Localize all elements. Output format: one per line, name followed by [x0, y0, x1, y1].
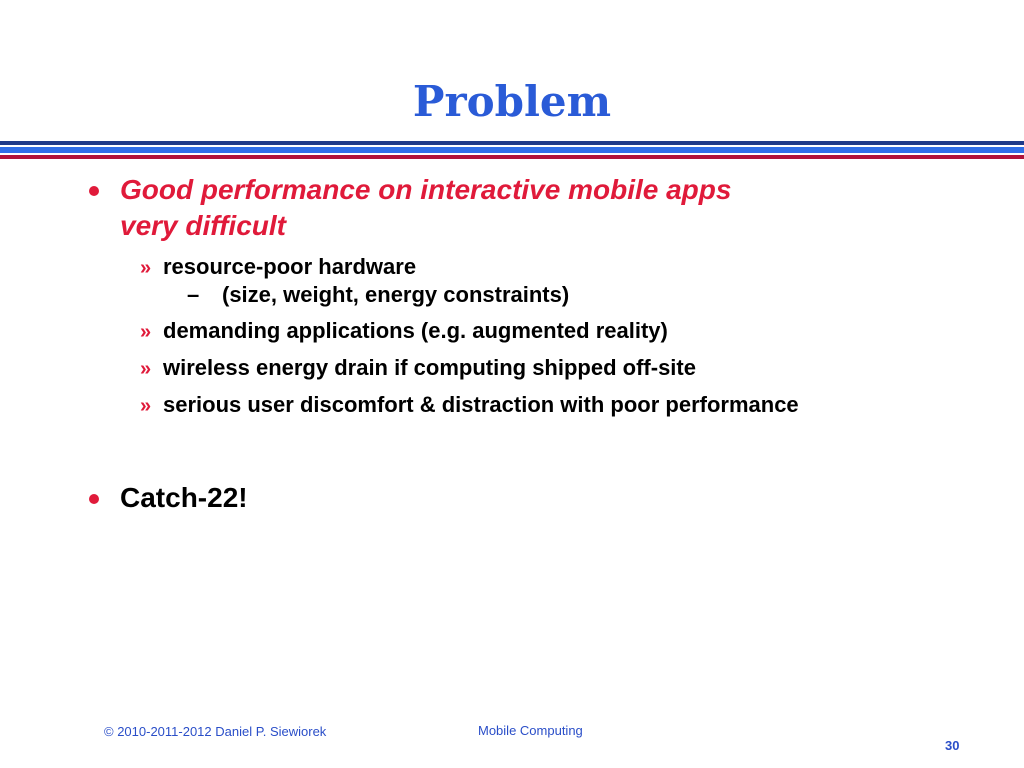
footer-course-name: Mobile Computing	[478, 723, 583, 738]
sub-bullet-marker-icon: »	[140, 257, 152, 279]
sub-sub-bullet-text: (size, weight, energy constraints)	[222, 282, 570, 307]
sub-bullet-2-text: demanding applications (e.g. augmented reality)	[163, 318, 668, 343]
footer-copyright: © 2010-2011-2012 Daniel P. Siewiorek	[104, 724, 327, 739]
bullet-dot-icon	[89, 494, 99, 504]
bullet-2-text: Catch-22!	[120, 482, 248, 513]
sub-bullet-marker-icon: »	[140, 395, 152, 417]
sub-bullet-4-text: serious user discomfort & distraction with poor performance	[163, 392, 799, 417]
slide-title: Problem	[412, 77, 612, 126]
sub-bullet-marker-icon: »	[140, 358, 152, 380]
page-number: 30	[945, 738, 960, 753]
bullet-1-line-1: Good performance on interactive mobile apps	[120, 174, 732, 205]
bullet-1-line-2: very difficult	[120, 210, 286, 241]
sub-bullet-3-text: wireless energy drain if computing shipped off-site	[163, 355, 696, 380]
sub-bullet-marker-icon: »	[140, 321, 152, 343]
bullet-dot-icon	[89, 186, 99, 196]
title-rule-blue	[0, 147, 1024, 153]
sub-bullet-1-text: resource-poor hardware	[163, 254, 417, 279]
title-rule-dark	[0, 141, 1024, 145]
sub-sub-bullet-dash-icon: –	[187, 282, 200, 307]
title-rule-red	[0, 155, 1024, 159]
